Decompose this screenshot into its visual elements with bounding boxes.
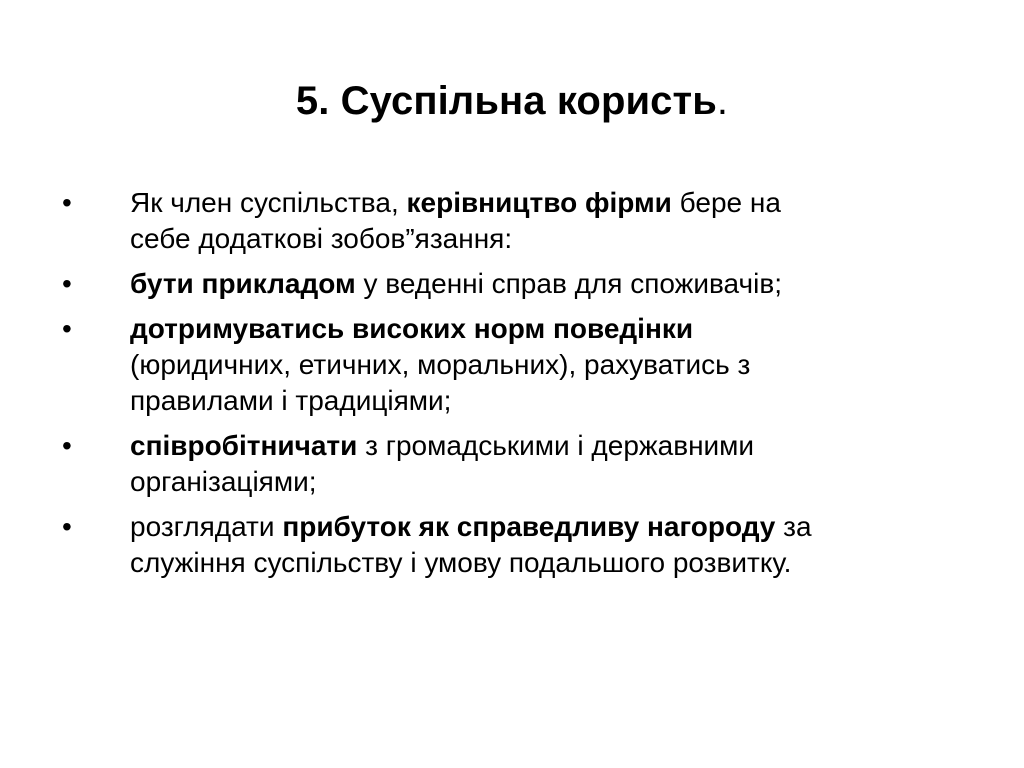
bullet-icon: • [62, 187, 72, 218]
bullet-line [130, 221, 990, 257]
bullet-text-run: Як член суспільства, [130, 187, 407, 218]
bullet-line [130, 428, 990, 464]
bullet-icon: • [62, 430, 72, 461]
bullet-text [130, 311, 990, 419]
bullet-text-run: (юридичних, етичних, моральних), рахуватись з [130, 349, 751, 380]
bullet-text-run: бере на [671, 187, 781, 218]
bullet-text-run-bold: прибуток як справедливу нагороду [282, 511, 776, 542]
slide-title-text: 5. Суспільна користь [295, 79, 717, 123]
bullet-text-run: організаціями; [130, 466, 317, 497]
slide-title-period: . [716, 79, 729, 123]
bullet-line [130, 383, 990, 419]
bullet-text-run-bold: співробітничати [130, 430, 358, 461]
bullet-line [130, 545, 990, 581]
bullet-text-run: у веденні справ для споживачів; [355, 268, 782, 299]
bullet-line [130, 311, 990, 347]
bullet-text-run-bold: керівництво фірми [406, 187, 672, 218]
bullet-text-run: розглядати [130, 511, 283, 542]
bullet-text-run-bold: бути прикладом [130, 268, 356, 299]
bullet-text [130, 266, 990, 302]
bullet-text [130, 185, 990, 257]
bullet-line [130, 266, 990, 302]
bullet-line [130, 185, 990, 221]
bullet-line [130, 509, 990, 545]
bullet-text [130, 509, 990, 581]
bullet-text-run-bold: дотримуватись високих норм поведінки [130, 313, 694, 344]
bullet-icon: • [62, 511, 72, 542]
bullet-text-run: з громадськими і державними [357, 430, 755, 461]
bullet-icon: • [62, 268, 72, 299]
bullet-line [130, 347, 990, 383]
bullet-text-run: себе додаткові зобов”язання: [130, 223, 513, 254]
bullet-text-run: за [775, 511, 812, 542]
bullet-text-run: правилами і традиціями; [130, 385, 452, 416]
bullet-line [130, 464, 990, 500]
bullet-text [130, 428, 990, 500]
bullet-icon: • [62, 313, 72, 344]
bullet-text-run: служіння суспільству і умову подальшого розвитку. [130, 547, 792, 578]
